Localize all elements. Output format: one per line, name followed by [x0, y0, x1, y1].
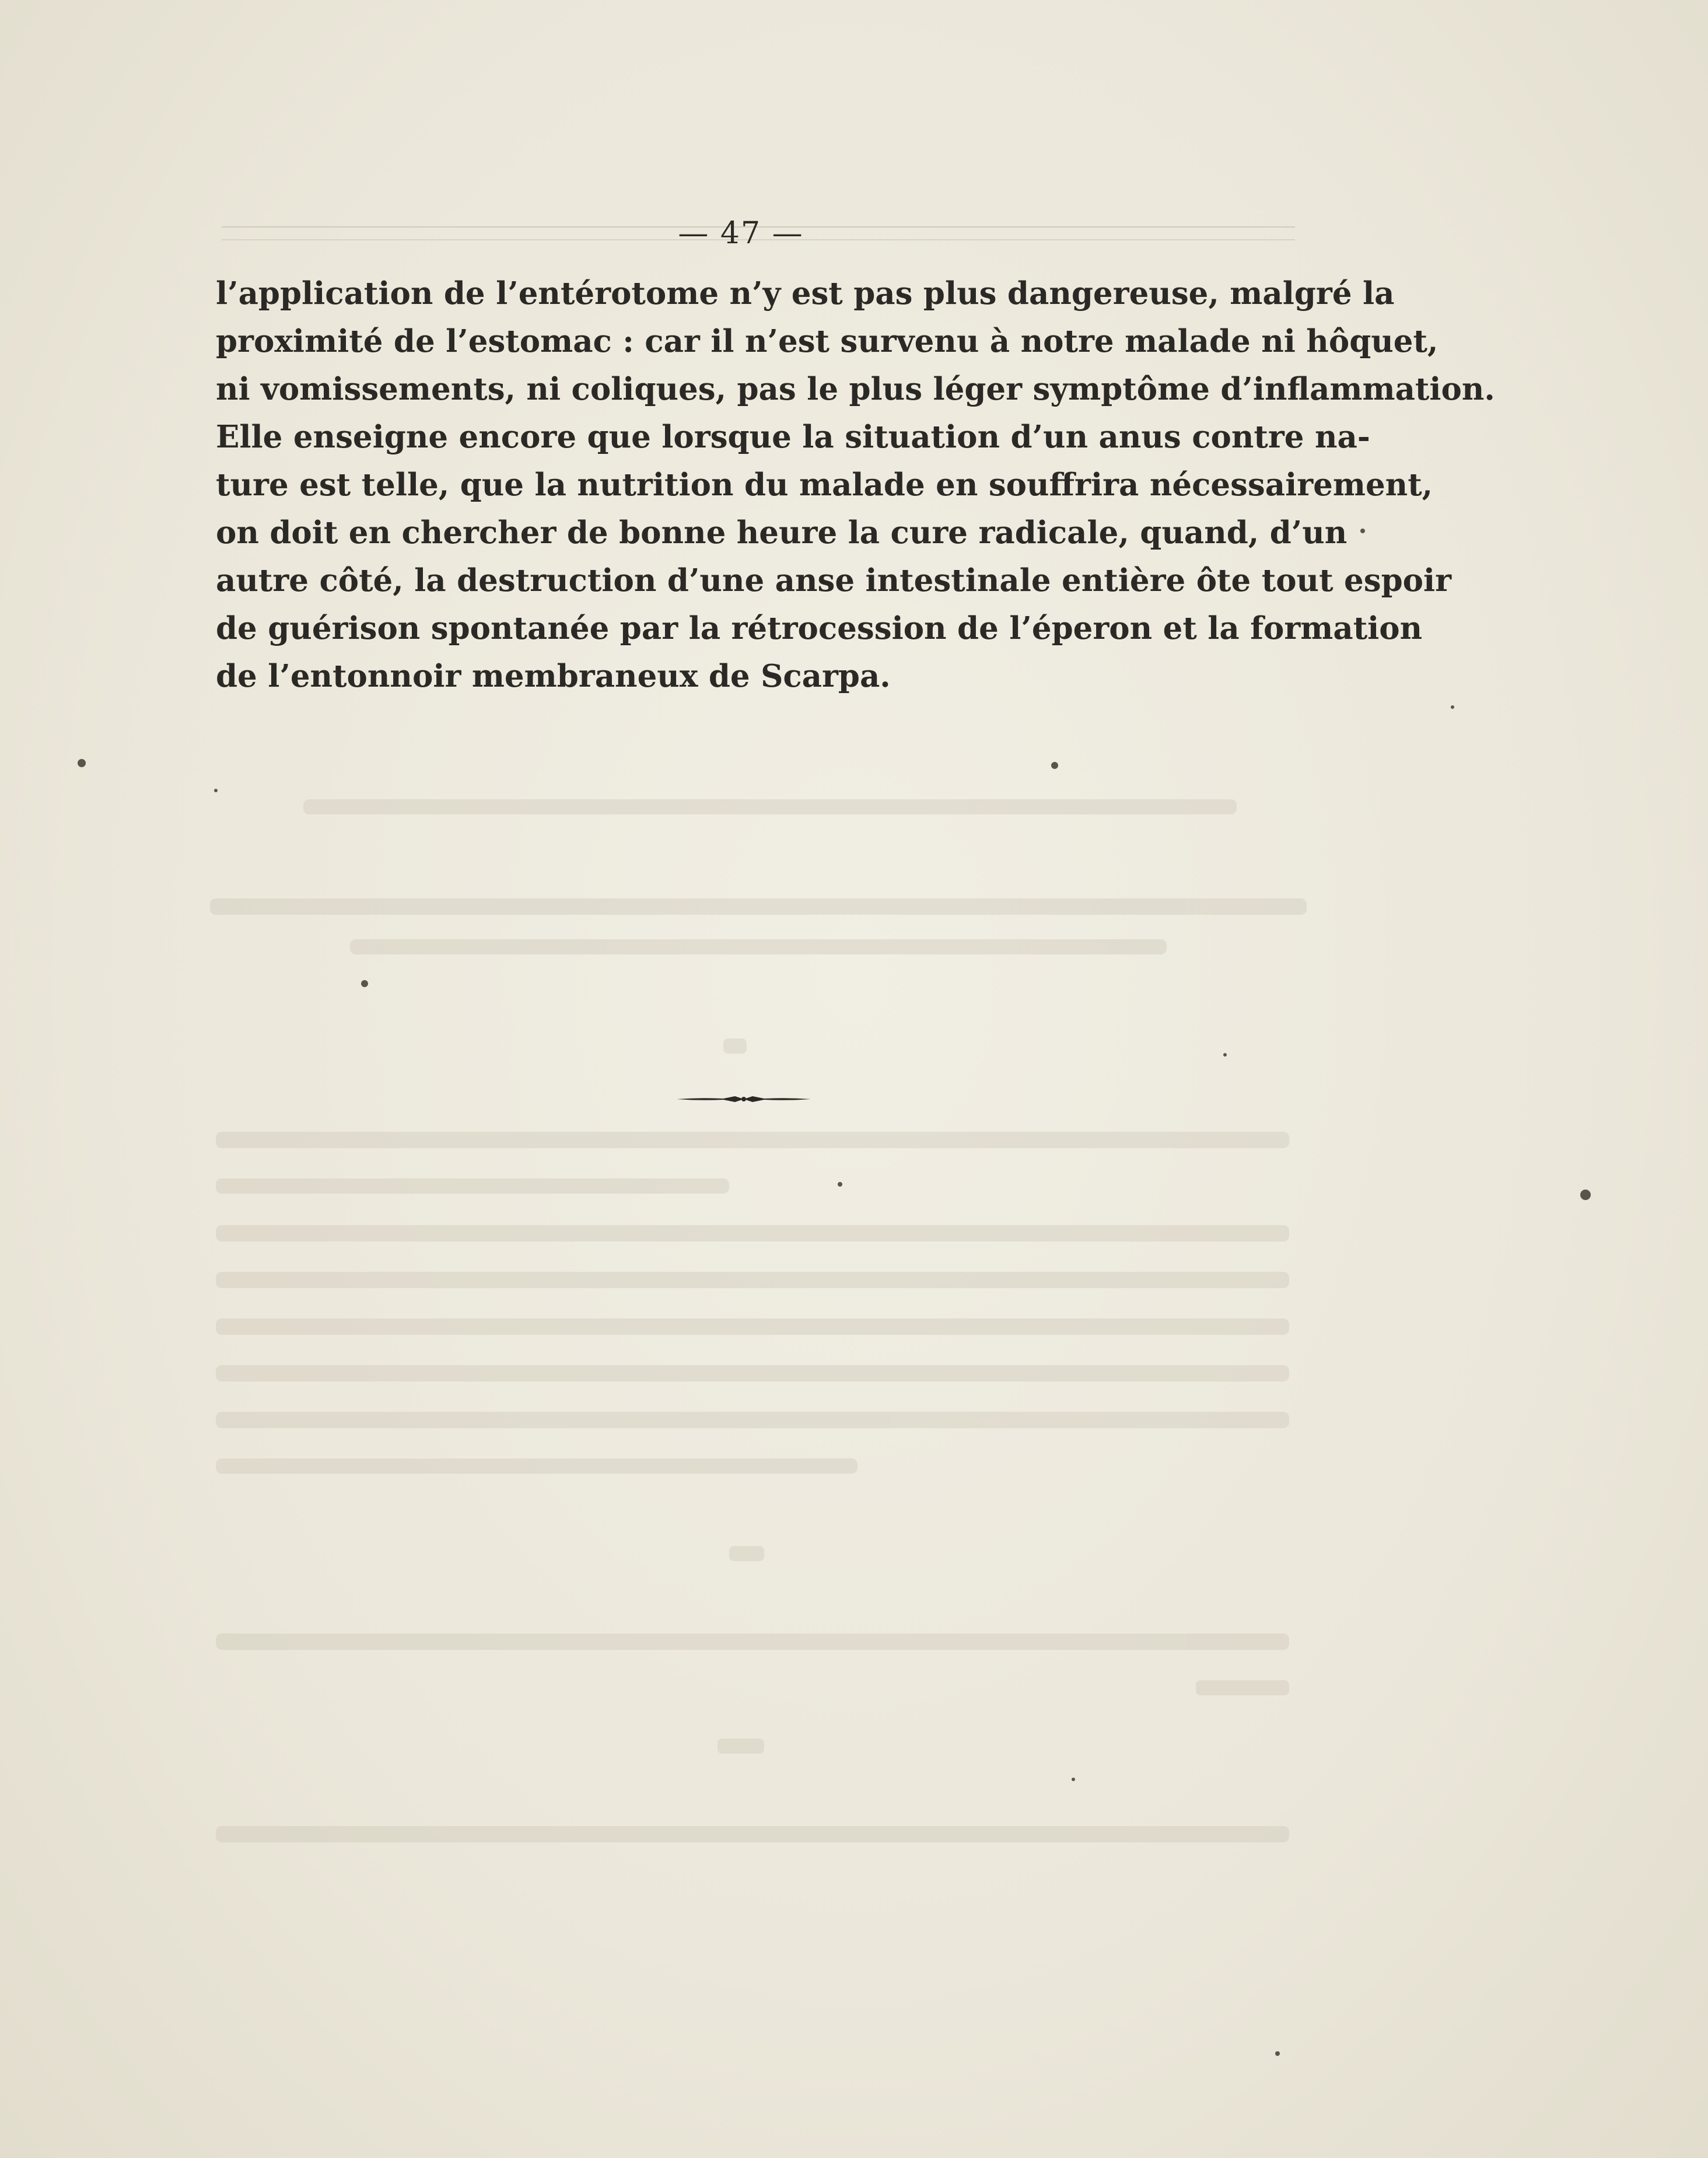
- text-line: ture est telle, que la nutrition du malade en souffrira nécessairement,: [216, 467, 1433, 503]
- text-line: proximité de l’estomac : car il n’est survenu à notre malade ni hôquet,: [216, 323, 1438, 359]
- body-paragraph: [216, 270, 1495, 700]
- text-line: de guérison spontanée par la rétrocession de l’éperon et la formation: [216, 610, 1423, 646]
- text-line: ni vomissements, ni coliques, pas le plus léger symptôme d’inflammation.: [216, 371, 1495, 407]
- text-line: autre côté, la destruction d’une anse intestinale entière ôte tout espoir: [216, 562, 1452, 599]
- page-number: — 47 —: [678, 216, 804, 251]
- tailpiece-ornament-icon: [677, 1094, 811, 1104]
- text-line: l’application de l’entérotome n’y est pas plus dangereuse, malgré la: [216, 275, 1395, 312]
- text-line: Elle enseigne encore que lorsque la situation d’un anus contre na-: [216, 419, 1370, 455]
- text-line: on doit en chercher de bonne heure la cure radicale, quand, d’un: [216, 515, 1348, 551]
- text-line: de l’entonnoir membraneux de Scarpa.: [216, 658, 891, 694]
